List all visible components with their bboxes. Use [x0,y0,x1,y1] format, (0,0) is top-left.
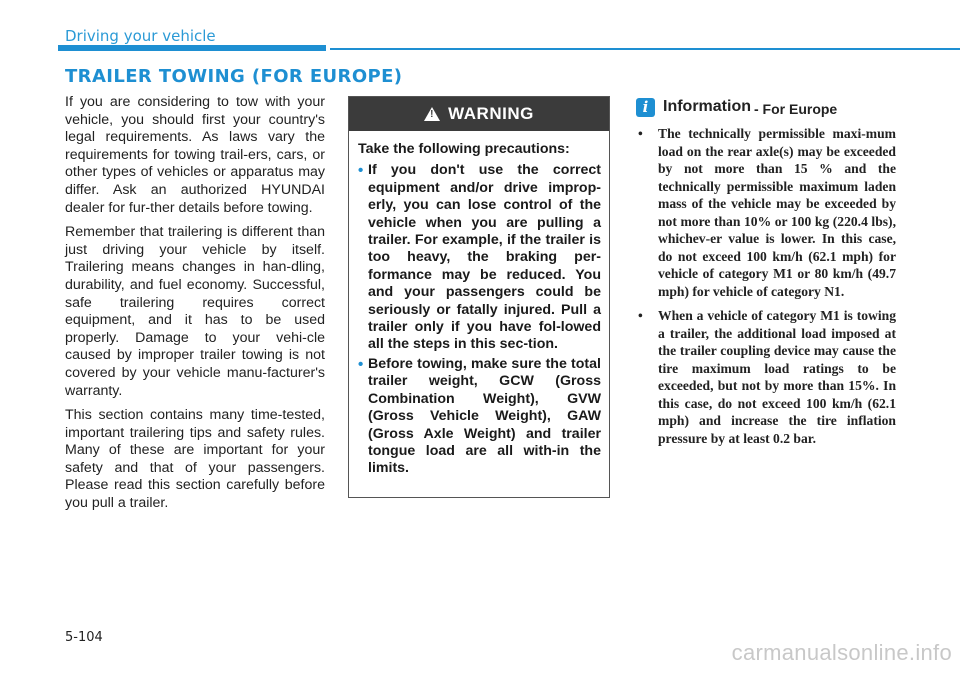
header-rule-thick [58,45,326,51]
header-rule-thin [330,48,960,50]
intro-paragraph: If you are considering to tow with your vehicle, you should first your country's legal requirements. As laws vary the requirements for towing trail-ers, cars, or other types of vehicles or apparatus may differ. Ask an authorized HYUNDAI dealer for fur-ther details before towing. [65,94,325,216]
information-subtitle: - For Europe [754,101,838,117]
warning-box [348,96,610,498]
information-list [636,125,896,454]
warning-body [349,131,609,478]
bullet-icon: • [638,126,643,141]
bullet-icon: • [638,308,643,323]
warning-item [358,356,601,478]
information-item-text: The technically permissible maxi-mum load on the rear axle(s) may be exceeded by not more than 15 % and the technically permissible maximum laden mass of the vehicle may be exceeded by not more than 10% or 100 kg (220.4 lbs), whichev-er value is lower. In this case, do not exceed 100 km/h (62.1 mph) for vehicle of category M1 or 80 km/h (49.7 mph) for vehicle of category N1. [658,126,896,299]
warning-intro: Take the following precautions: [358,141,570,157]
warning-triangle-icon [424,107,440,121]
watermark: carmanualsonline.info [731,640,952,665]
information-item [636,307,896,447]
section-header: Driving your vehicle [65,27,216,45]
information-item-text: When a vehicle of category M1 is towing a trailer, the additional load imposed at the trailer coupling device may cause the tire maximum load ratings to be exceeded, but not by more than 15%. In this case, do not exceed 100 km/h (62.1 mph) and increase the tire inflation pressure by at least 0.2 bar. [658,308,896,446]
warning-heading: WARNING [448,104,534,123]
information-header [636,97,837,117]
warning-item [358,162,601,353]
page-title: TRAILER TOWING (FOR EUROPE) [65,66,403,87]
bullet-dot-icon: • [358,355,364,373]
warning-item-text: Before towing, make sure the total trailer weight, GCW (Gross Combination Weight), GVW (Gross Vehicle Weight), GAW (Gross Axle Weight) and trailer tongue load are all with-in the limits. [368,355,601,477]
bullet-dot-icon: • [358,162,364,180]
information-item [636,125,896,300]
warning-header [349,97,609,131]
intro-paragraph: Remember that trailering is different than just driving your vehicle by itself. Trailering means changes in han-dling, durability, and fuel economy. Successful, safe trailering requires correct equipment, and it has to be used properly. Damage to your vehi-cle caused by improper trailer towing is not covered by your vehicle manu-facturer's warranty. [65,224,325,399]
intro-paragraph: This section contains many time-tested, important trailering tips and safety rules. Many of these are important for your safety and that of your passengers. Please read this section carefully before you pull a trailer. [65,407,325,512]
information-title: Information [663,98,751,115]
warning-item-text: If you don't use the correct equipment and/or drive improp-erly, you can lose control of the vehicle when you are pulling a trailer. For example, if the trailer is too heavy, the braking per-formance may be reduced. You and your passengers could be seriously or fatally injured. Pull a trailer only if you have fol-lowed all the steps in this sec-tion. [368,162,601,353]
info-icon: i [636,98,655,117]
page-number: 5-104 [65,630,103,645]
intro-column [65,94,325,520]
